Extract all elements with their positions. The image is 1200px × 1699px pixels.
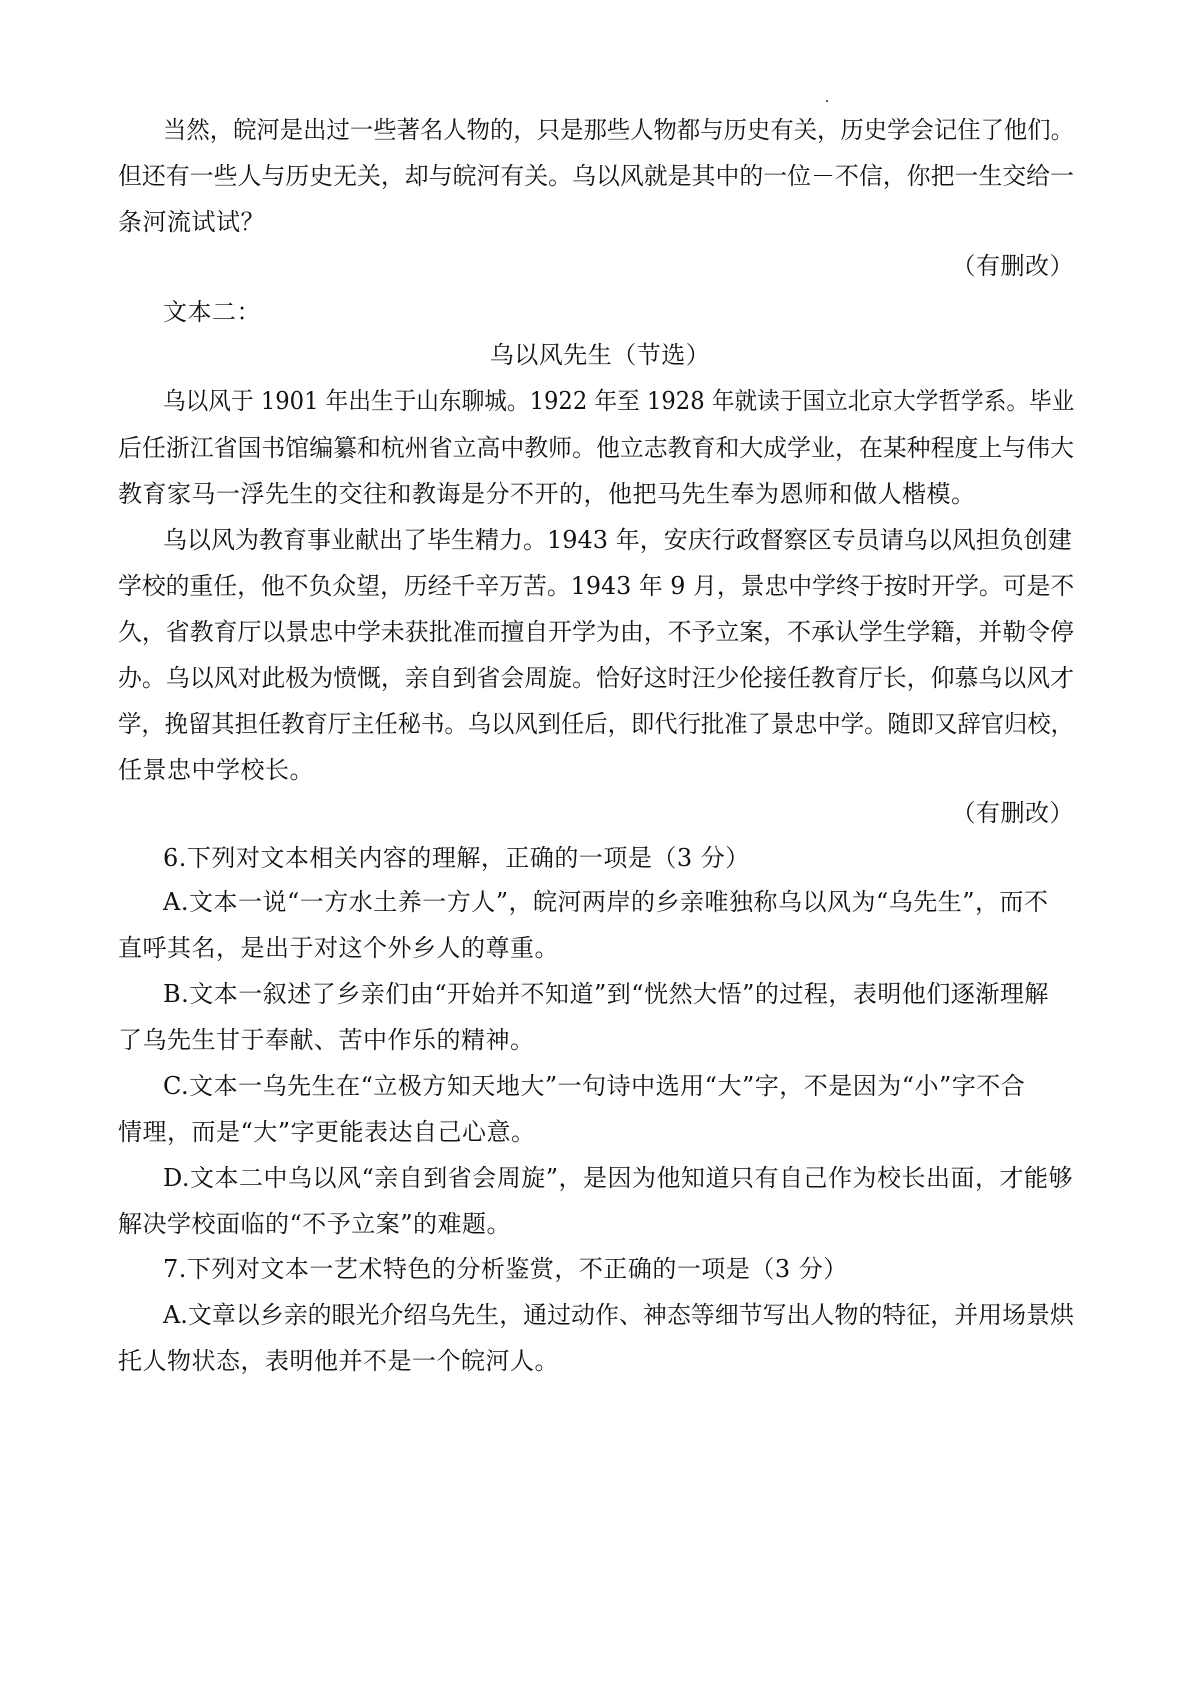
passage2-para1-line-1: 乌以风于 1901 年出生于山东聊城。1922 年至 1928 年就读于国立北京大学哲学系。毕业: [163, 387, 1075, 415]
passage2-para2-line-5: 学，挽留其担任教育厅主任秘书。乌以风到任后，即代行批准了景忠中学。随即又辞官归校，: [118, 710, 1074, 738]
passage2-para1-line-2: 后任浙江省国书馆编纂和杭州省立高中教师。他立志教育和大成学业，在某种程度上与伟大: [118, 434, 1074, 462]
passage2-note: （有删改）: [951, 799, 1074, 827]
question-7-stem: 7.下列对文本一艺术特色的分析鉴赏，不正确的一项是（3 分）: [163, 1255, 848, 1283]
question-7-option-a-line-1: A.文章以乡亲的眼光介绍乌先生，通过动作、神态等细节写出人物的特征，并用场景烘: [163, 1301, 1074, 1329]
question-6-stem: 6.下列对文本相关内容的理解，正确的一项是（3 分）: [163, 844, 750, 872]
question-6-option-b-line-2: 了乌先生甘于奉献、苦中作乐的精神。: [118, 1026, 535, 1054]
question-6-option-c-line-2: 情理，而是“大”字更能表达自己心意。: [118, 1118, 536, 1146]
question-6-option-a-line-1: A.文本一说“一方水土养一方人”，皖河两岸的乡亲唯独称乌以风为“乌先生”，而不: [163, 888, 1049, 916]
passage2-para2-line-3: 久，省教育厅以景忠中学未获批准而擅自开学为由，不予立案，不承认学生学籍，并勒令停: [118, 618, 1074, 646]
passage1-line-3: 条河流试试？: [118, 208, 265, 236]
passage1-line-1: 当然，皖河是出过一些著名人物的，只是那些人物都与历史有关，历史学会记住了他们。: [163, 116, 1075, 144]
passage2-para2-line-4: 办。乌以风对此极为愤慨，亲自到省会周旋。恰好这时汪少伦接任教育厅长，仰慕乌以风才: [118, 664, 1074, 692]
passage2-para2-line-1: 乌以风为教育事业献出了毕生精力。1943 年，安庆行政督察区专员请乌以风担负创建: [163, 526, 1072, 554]
passage2-para1-line-3: 教育家马一浮先生的交往和教诲是分不开的，他把马先生奉为恩师和做人楷模。: [118, 480, 976, 508]
passage2-label: 文本二：: [163, 298, 261, 326]
passage1-line-2: 但还有一些人与历史无关，却与皖河有关。乌以风就是其中的一位－不信，你把一生交给一: [118, 162, 1074, 190]
passage1-note: （有删改）: [951, 252, 1074, 280]
question-7-option-a-line-2: 托人物状态，表明他并不是一个皖河人。: [118, 1347, 559, 1375]
question-6-option-c-line-1: C.文本一乌先生在“立极方知天地大”一句诗中选用“大”字，不是因为“小”字不合: [163, 1072, 1026, 1100]
question-6-option-a-line-2: 直呼其名，是出于对这个外乡人的尊重。: [118, 934, 559, 962]
question-6-option-b-line-1: B.文本一叙述了乡亲们由“开始并不知道”到“恍然大悟”的过程，表明他们逐渐理解: [163, 980, 1049, 1008]
question-6-option-d-line-1: D.文本二中乌以风“亲自到省会周旋”，是因为他知道只有自己作为校长出面，才能够: [163, 1164, 1074, 1192]
passage2-title: 乌以风先生（节选）: [489, 341, 711, 369]
question-6-option-d-line-2: 解决学校面临的“不予立案”的难题。: [118, 1210, 512, 1238]
scan-speck: [826, 100, 828, 102]
passage2-para2-line-6: 任景忠中学校长。: [118, 756, 314, 784]
passage2-para2-line-2: 学校的重任，他不负众望，历经千辛万苦。1943 年 9 月，景忠中学终于按时开学。可是不: [118, 572, 1075, 600]
